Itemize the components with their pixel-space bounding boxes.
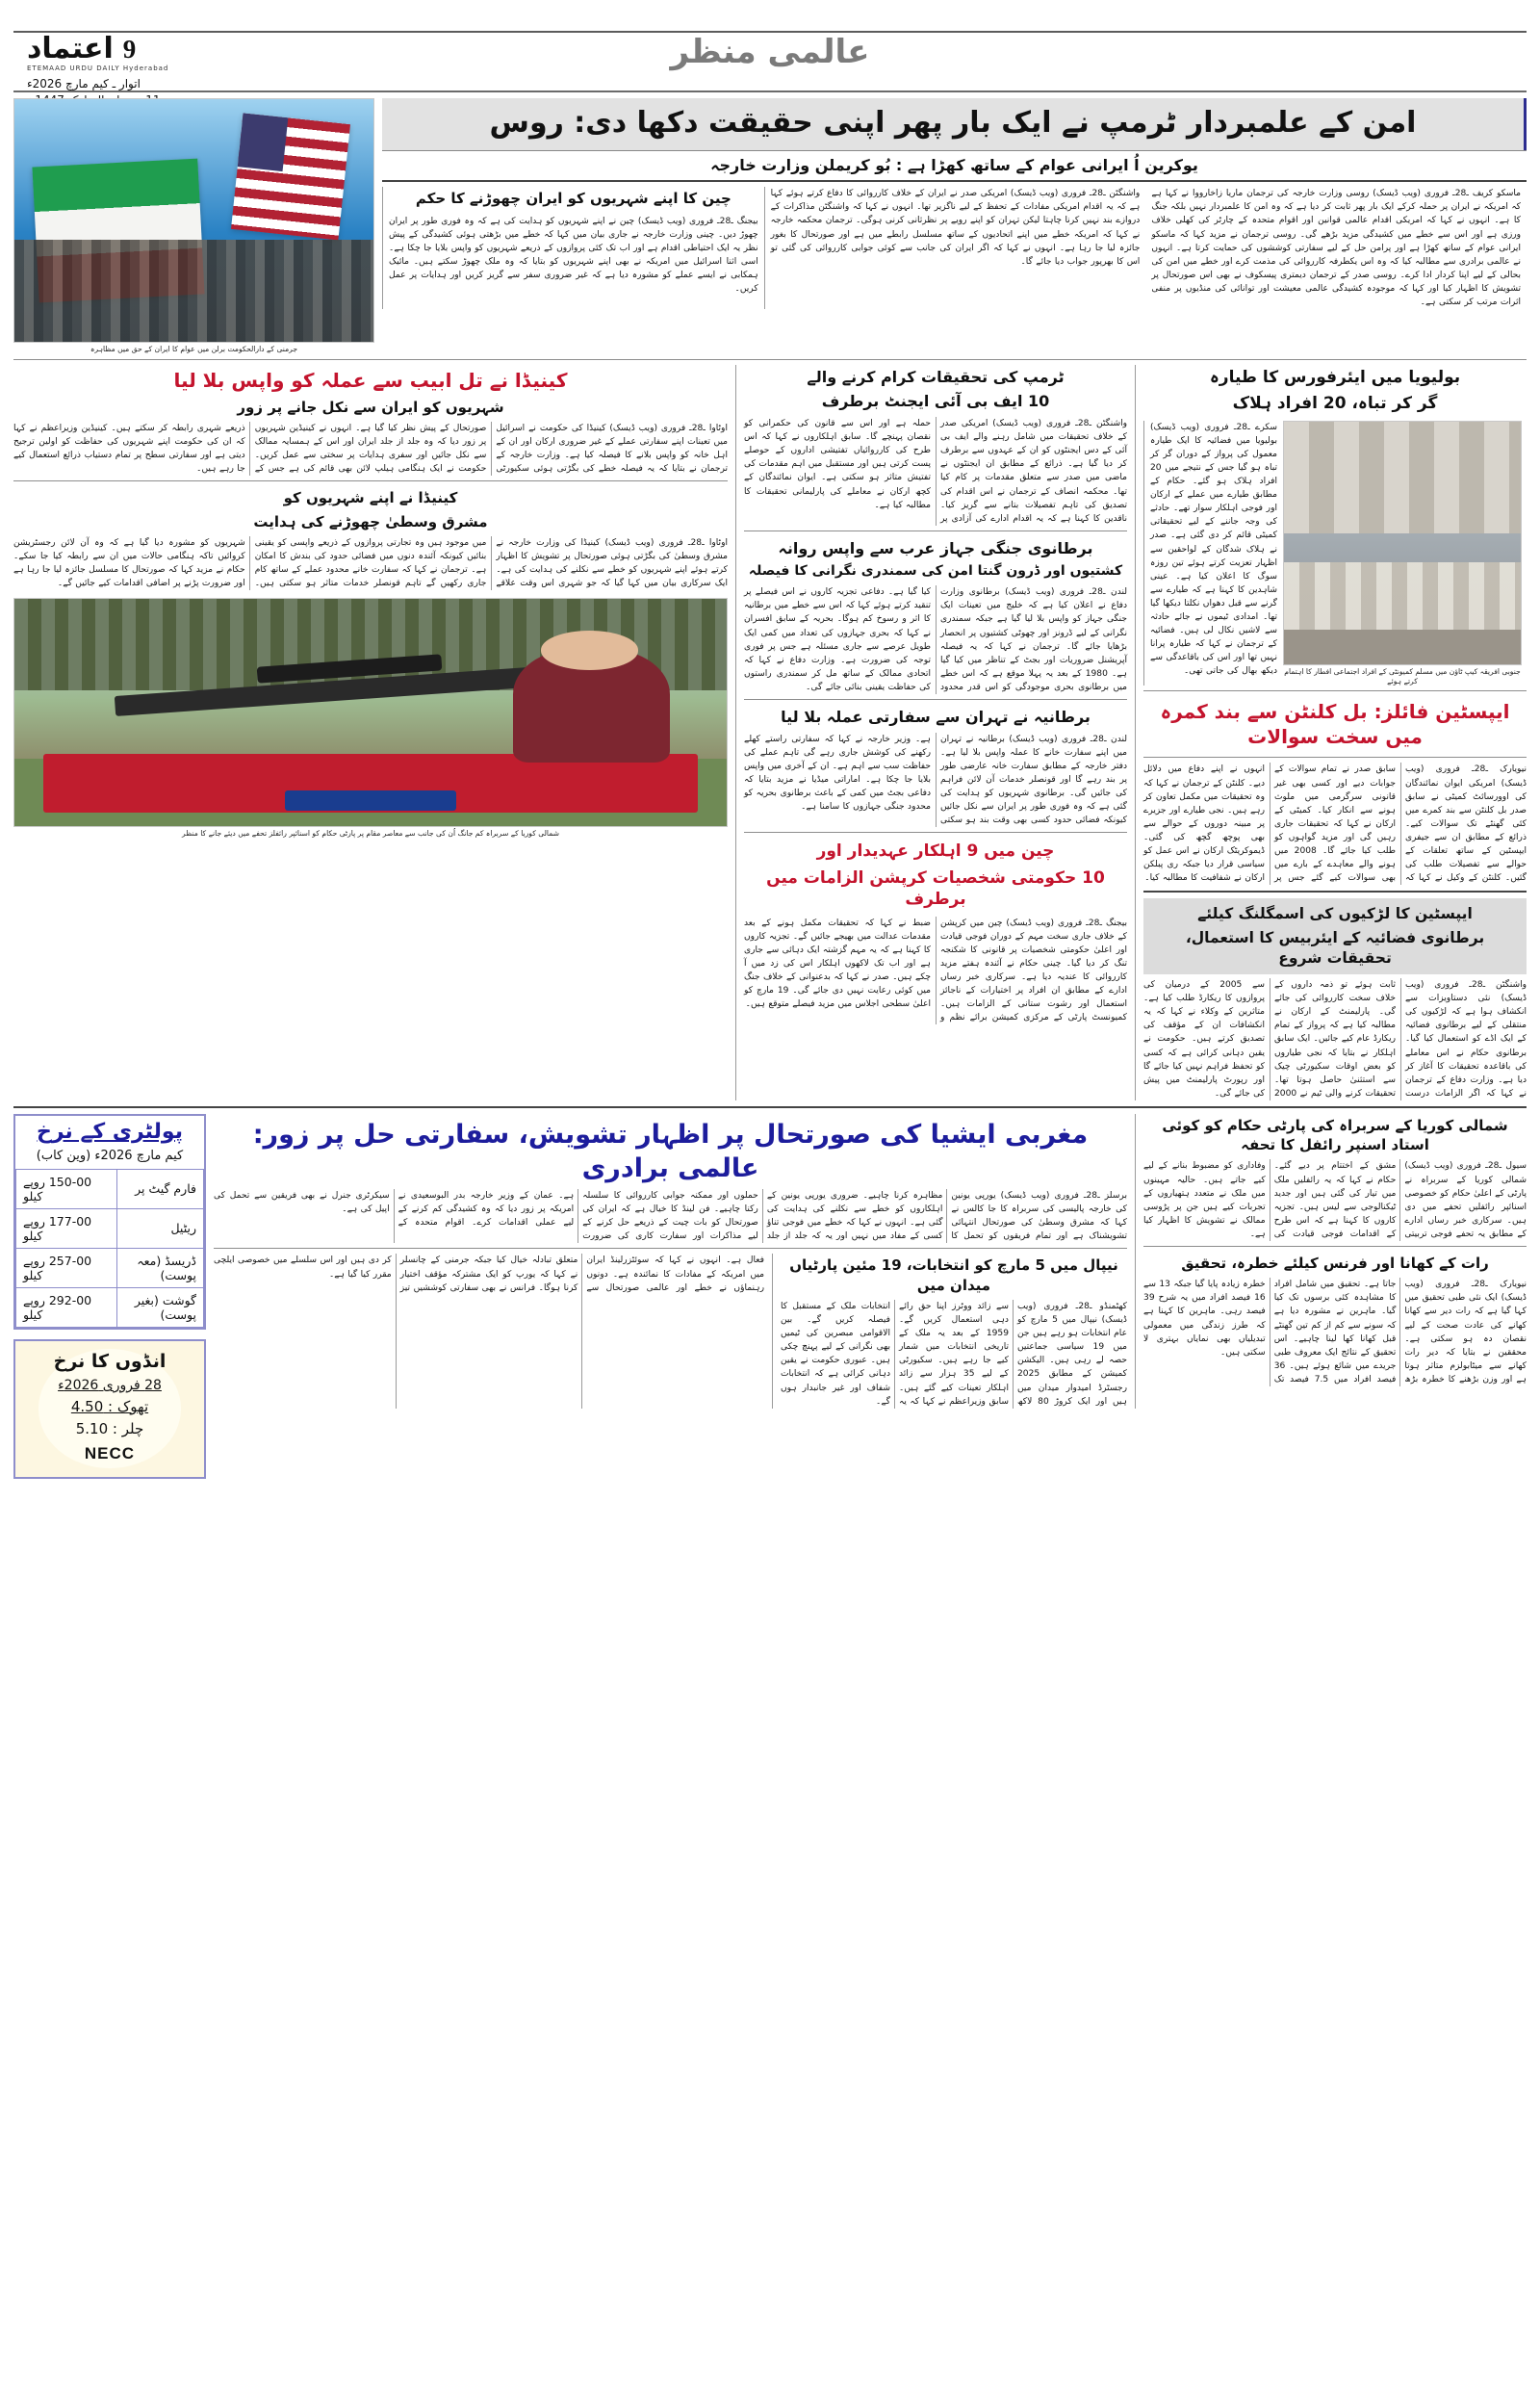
lead-subheadline: یوکرین اُ ایرانی عوام کے ساتھ کھڑا ہے : بُو کریملن وزارت خارجہ — [382, 150, 1527, 183]
lead-col-1: ماسکو کریف ـ28ـ فروری (ویب ڈیسک) روسی وزارت خارجہ کی ترجمان ماریا زاخارووا نے کہا ہے کہ امریکہ نے ایران پر حملہ کرکے ایک بار پھر ثابت کر دیا ہے کہ وہ امن کا علمبردار نہیں بلکہ جنگ کا ہے۔ انہوں نے کہا کہ امریکی اقدام عالمی قوانین اور اقوام متحدہ کے چارٹر کی کھلی خلاف ورزی ہے اور اس سے خطے میں کشیدگی مزید بڑھے گی۔ روسی ترجمان نے مزید کہا کہ ماسکو ایرانی عوام کے ساتھ کھڑا ہے اور پرامن حل کے لیے سفارتی کوششوں کی حمایت کرتا ہے۔ انہوں نے عالمی برادری سے مطالبہ کیا کہ وہ اس یکطرفہ کارروائی کی مذمت کرے اور خطے میں امن کی بحالی کے لیے اپنا کردار ادا کرے۔ روسی صدر کے ترجمان دیمتری پیسکوف نے بھی اس صورتحال پر تشویش کا اظہار کیا اور کہا کہ موجودہ کشیدگی عالمی معیشت اور توانائی کی منڈیوں پر منفی اثرات مرتب کر سکتی ہے۔ — [1151, 189, 1522, 308]
poultry-label-3: گوشت (بغیر پوست) — [117, 1287, 204, 1327]
poultry-rates-box — [13, 1114, 206, 1330]
divider-2 — [1143, 690, 1527, 691]
china-citizens-body: بیجنگ ـ28ـ فروری (ویب ڈیسک) چین نے اپنے شہریوں کو ہدایت کی ہے کہ وہ فوری طور پر ایران چھوڑ دیں۔ چینی وزارت خارجہ نے جاری بیان میں کہا کہ خطے میں بڑھتی ہوئی کشیدگی کے پیش نظر یہ ایک احتیاطی اقدام ہے اور اب تک کئی پروازوں کے ذریعے شہریوں کو واپس بلایا جا چکا ہے۔ اسی اثنا اسرائیل میں امریکہ نے بھی اپنے شہریوں کو بتایا کہ وہ ملک چھوڑ سکتے ہیں۔ مائیک ہمکابی نے ایسے عملے کو مشورہ دیا ہے کہ غیر ضروری سفر سے گریز کریں اور ہدایات پر عمل کریں۔ — [388, 216, 758, 295]
divider-9 — [13, 1106, 1527, 1108]
china-officials-body: بیجنگ ـ28ـ فروری (ویب ڈیسک) چین میں کرپشن کے خلاف جاری سخت مہم کے دوران فوجی قیادت اور اعلیٰ حکومتی شخصیات پر قانونی کا شکنجہ تنگ کر دیا گیا۔ چینی حکام نے آئندہ ہفتے مزید کارروائی کا عندیہ دیا ہے۔ سرکاری خبر رساں ادارے کے مطابق ان افراد پر اختیارات کے ناجائز استعمال اور رشوت ستانی کے الزامات ہیں۔ کمیونسٹ پارٹی کے مرکزی کمیشن برائے نظم و ضبط نے کہا کہ تحقیقات مکمل ہونے کے بعد مقدمات عدالت میں بھیجے جائیں گے۔ تجزیہ کاروں کا کہنا ہے کہ یہ مہم گزشتہ ایک دہائی سے جاری ہے اور اب تک لاکھوں اہلکار اس کی زد میں آ چکے ہیں۔ صدر نے کہا کہ بدعنوانی کے خلاف جنگ میں کوئی رعایت نہیں دی جائے گی۔ 19 مارچ کو اعلیٰ سطحی اجلاس میں مزید فیصلے متوقع ہیں۔ — [744, 918, 1127, 1023]
vertical-rule-1 — [1135, 365, 1136, 1100]
center-column-group — [744, 365, 1127, 1024]
poultry-value-3: 292-00 روپے کیلو — [16, 1287, 117, 1327]
nepal-headline: نیپال میں 5 مارچ کو انتخابات، 19 مئین پارٹیاں میدان میں — [789, 1256, 1118, 1294]
north-korea-headline: شمالی کوریا کے سربراہ کی پارٹی حکام کو کوئی استاد اسنپر رائفل کا تحفہ — [1162, 1116, 1508, 1154]
trafficking-banner — [1143, 898, 1527, 974]
nepal-block — [781, 1254, 1127, 1408]
photo-caption-2: جنوبی افریقہ کیپ ٹاؤن میں مسلم کمیونٹی کے افراد اجتماعی افطار کا اہتمام کرتے ہوئے — [1284, 666, 1521, 686]
canada-body: اوٹاوا ـ28ـ فروری (ویب ڈیسک) کینیڈا کی حکومت نے اسرائیل میں تعینات اپنے سفارتی عملے کے غیر ضروری ارکان اور ان کے اہل خانہ کو واپس بلانے کا فیصلہ کیا ہے۔ وزارت خارجہ کے ترجمان نے بتایا کہ یہ فیصلہ خطے کی بگڑتی ہوئی سکیورٹی صورتحال کے پیش نظر کیا گیا ہے۔ انہوں نے کینیڈین شہریوں پر زور دیا کہ وہ جلد از جلد ایران اور اس کے ہمسایہ ممالک سے نکل جائیں اور سفری ہدایات پر سختی سے عمل کریں۔ حکومت نے ایک ہنگامی ہیلپ لائن بھی قائم کی ہے جس کے ذریعے شہری رابطہ کر سکتے ہیں۔ کینیڈین وزیراعظم نے کہا کہ ان کی حکومت اپنے شہریوں کی حفاظت کو اولین ترجیح دیتی ہے اور سفارتی سطح پر تمام دستیاب ذرائع استعمال کیے جا رہے ہیں۔ — [13, 424, 728, 475]
divider-1 — [13, 359, 1527, 360]
table-row — [16, 1208, 204, 1248]
header-divider — [13, 91, 1527, 92]
bolivia-body: سکرے ـ28ـ فروری (ویب ڈیسک) بولیویا میں فضائیہ کا ایک طیارہ معمول کی پرواز کے دوران گر کر تباہ ہو گیا جس کے نتیجے میں 20 افراد ہلاک ہو گئے۔ حکام کے مطابق طیارے میں عملے کے ارکان اور فوجی اہلکار سوار تھے۔ حادثے کی وجہ جاننے کے لیے تحقیقاتی کمیٹی قائم کر دی گئی ہے۔ صدر نے ہلاک شدگان کے لواحقین سے اظہار تعزیت کرتے ہوئے تین روزہ سوگ کا اعلان کیا ہے۔ عینی شاہدین کا کہنا ہے کہ طیارے سے گرنے سے قبل دھواں نکلتا دیکھا گیا تھا۔ امدادی ٹیموں نے جائے حادثہ سے لاشیں نکال لی ہیں۔ فضائیہ کے ترجمان نے کہا کہ طیارہ پرانا نہیں تھا اور اس کی باقاعدگی سے دیکھ بھال کی جاتی تھی۔ — [1143, 421, 1283, 686]
trafficking-body: واشنگٹن ـ28ـ فروری (ویب ڈیسک) نئی دستاویزات سے انکشاف ہوا ہے کہ لڑکیوں کی منتقلی کے لیے برطانوی فضائیہ کے ایک اڈے کو استعمال کیا گیا۔ برطانوی حکام نے اس معاملے کی باقاعدہ تحقیقات کا آغاز کر دیا ہے۔ وزارت دفاع کے ترجمان نے کہا کہ اگر الزامات درست ثابت ہوئے تو ذمہ داروں کے خلاف سخت کارروائی کی جائے گی۔ پارلیمنٹ کے ارکان نے مطالبہ کیا ہے کہ پرواز کے تمام ریکارڈ عام کیے جائیں۔ ایک سابق اہلکار نے بتایا کہ نجی طیاروں کو بعض اوقات سکیورٹی چیک سے استثنیٰ حاصل ہوتا تھا۔ تحقیقات کرنے والی ٹیم نے 2000 سے 2005 کے درمیان کی پروازوں کا ریکارڈ طلب کیا ہے۔ متاثرین کے وکلاء نے کہا کہ یہ انکشافات ان کے مؤقف کی تصدیق کرتے ہیں۔ حکومت نے یقین دہانی کرائی ہے کہ کسی کو تحفظ فراہم نہیں کیا جائے گا اور رپورٹ پارلیمنٹ میں پیش کی جائے گی۔ — [1143, 980, 1527, 1099]
epstein-headline: ایپسٹین فائلز: بل کلنٹن سے بند کمرہ میں سخت سوالات — [1160, 700, 1510, 749]
lead-story — [382, 98, 1527, 354]
poultry-value-1: 177-00 روپے کیلو — [16, 1208, 117, 1248]
vertical-rule-4 — [772, 1254, 773, 1408]
bolivia-headline: بولیویا میں ایئرفورس کا طیارہ — [1209, 367, 1461, 387]
egg-title: انڈوں کا نرخ — [53, 1350, 167, 1372]
page-number: 9 — [122, 35, 137, 64]
divider-11 — [214, 1248, 1127, 1249]
divider-8 — [13, 480, 728, 481]
uk-carrier-body: لندن ـ28ـ فروری (ویب ڈیسک) برطانوی وزارت دفاع نے اعلان کیا ہے کہ خلیج میں تعینات ایک جنگی جہاز کو واپس بلا لیا گیا ہے جبکہ سمندری نگرانی کے لیے ڈرونز اور چھوٹی کشتیوں پر انحصار بڑھایا جائے گا۔ ترجمان نے کہا کہ یہ فیصلہ آپریشنل ضروریات اور بجٹ کے تناظر میں کیا گیا ہے۔ 1980 کے بعد یہ پہلا موقع ہے کہ اس خطے میں برطانوی بحری موجودگی کو اس قدر محدود کیا گیا ہے۔ دفاعی تجزیہ کاروں نے اس فیصلے پر تنقید کرتے ہوئے کہا کہ اس سے خطے میں برطانیہ کا اثر و رسوخ کم ہوگا۔ بحریہ کے سابق افسران نے کہا کہ بحری جہازوں کی تعداد میں کمی ایک طویل عرصے سے جاری مسئلہ ہے جس پر فوری توجہ کی ضرورت ہے۔ وزارت دفاع نے کہا کہ اتحادی ممالک کے ساتھ مل کر سمندری راستوں کی حفاظت یقینی بنائی جائے گی۔ — [744, 587, 1127, 692]
trump-probe-subheadline: 10 ایف بی آئی ایجنٹ برطرف — [821, 392, 1050, 411]
table-row — [16, 1248, 204, 1287]
canada-body-2: اوٹاوا ـ28ـ فروری (ویب ڈیسک) کینیڈا کی وزارت خارجہ نے مشرق وسطیٰ کی بگڑتی ہوئی صورتحال پر تشویش کا اظہار کرتے ہوئے اپنے شہریوں کو خطے سے نکلنے کی ہدایت کی ہے۔ ایک سرکاری بیان میں کہا گیا کہ جو شہری اس وقت علاقے میں موجود ہیں وہ تجارتی پروازوں کے ذریعے واپسی کو یقینی بنائیں کیونکہ آئندہ دنوں میں فضائی حدود کی بندش کا امکان ہے۔ ترجمان نے کہا کہ سفارت خانے محدود عملے کے ساتھ کام جاری رکھیں گے تاہم قونصلر خدمات متاثر ہو سکتی ہیں۔ شہریوں کو مشورہ دیا گیا ہے کہ وہ آن لائن رجسٹریشن کروائیں تاکہ ہنگامی حالات میں ان سے رابطہ کیا جا سکے۔ حکام نے مزید کہا کہ صورتحال کا مسلسل جائزہ لیا جا رہا ہے اور ضرورت پڑنے پر اضافی اقدامات کیے جائیں گے۔ — [13, 537, 728, 589]
iftar-photo — [1283, 421, 1522, 665]
west-asia-body-2: فعال ہے۔ انہوں نے کہا کہ سوئٹزرلینڈ ایران میں امریکہ کے مفادات کا نمائندہ ہے۔ دونوں رہنماؤں نے خطے اور عالمی صورتحال سے متعلق تبادلہ خیال کیا جبکہ جرمنی کے چانسلر نے کہا کہ یورپ کو ایک مشترکہ مؤقف اختیار کرنا ہوگا۔ فرانس نے بھی سفارتی کوششیں تیز کر دی ہیں اور اس سلسلے میں خصوصی ایلچی مقرر کیا گیا ہے۔ — [214, 1255, 764, 1293]
lead-columns — [382, 187, 1527, 309]
banner-logo — [285, 790, 456, 811]
vertical-rule-2 — [735, 365, 736, 1100]
bolivia-subheadline: گر کر تباہ، 20 افراد ہلاک — [1232, 393, 1438, 413]
epstein-body: نیویارک ـ28ـ فروری (ویب ڈیسک) امریکی ایوان نمائندگان کی اوورسائٹ کمیٹی نے سابق صدر بل کلنٹن سے بند کمرے میں کئی گھنٹے تک سوالات کیے۔ ذرائع کے مطابق ان سے جیفری ایپسٹین کے ساتھ تعلقات کے حوالے سے تفصیلات طلب کی گئیں۔ کلنٹن کے وکیل نے کہا کہ سابق صدر نے تمام سوالات کے جوابات دیے اور کسی بھی غیر قانونی سرگرمی میں ملوث ہونے سے انکار کیا۔ کمیٹی کے ارکان نے کہا کہ تحقیقات جاری رہیں گی اور مزید گواہوں کو طلب کیا جائے گا۔ 2008 میں ہونے والے معاہدے کے بارے میں بھی سوالات کیے گئے جس پر انہوں نے اپنے دفاع میں دلائل دیے۔ کلنٹن کے ترجمان نے کہا کہ وہ تحقیقات میں مکمل تعاون کر رہے ہیں۔ نجی طیارے اور جزیرے پر مبینہ دوروں کے حوالے سے بھی پوچھ گچھ کی گئی۔ ڈیموکریٹک ارکان نے اس عمل کو سیاسی قرار دیا جبکہ ری پبلکن ارکان نے شفافیت کا مطالبہ کیا۔ — [1143, 764, 1527, 884]
right-column-group — [1143, 365, 1527, 1100]
canada-subheadline-2: مشرق وسطیٰ چھوڑنے کی ہدایت — [253, 512, 488, 531]
late-dinner-body: نیویارک ـ28ـ فروری (ویب ڈیسک) ایک نئی طبی تحقیق میں کہا گیا ہے کہ رات دیر سے کھانا کھانے کی عادت صحت کے لیے نقصان دہ ہو سکتی ہے۔ محققین نے بتایا کہ دیر رات کھانے سے میٹابولزم متاثر ہوتا ہے اور وزن بڑھنے کا خطرہ بڑھ جاتا ہے۔ تحقیق میں شامل افراد کا مشاہدہ کئی برسوں تک کیا گیا۔ ماہرین نے مشورہ دیا ہے کہ سونے سے کم از کم تین گھنٹے قبل کھانا کھا لینا چاہیے۔ اس تحقیق کے نتائج ایک معروف طبی جریدے میں شائع ہوئے ہیں۔ 36 فیصد افراد میں 7.5 فیصد تک خطرہ زیادہ پایا گیا جبکہ 13 سے 16 فیصد افراد میں یہ شرح 39 فیصد رہی۔ ماہرین کا کہنا ہے کہ طرز زندگی میں معمولی تبدیلیاں بھی نمایاں بہتری لا سکتی ہیں۔ — [1143, 1280, 1527, 1385]
paper-name: اعتماد — [27, 32, 114, 65]
usa-flag — [231, 114, 350, 241]
egg-rates-box — [13, 1339, 206, 1479]
trafficking-subheadline: برطانوی فضائیہ کے ایئربیس کا استعمال، تحقیقات شروع — [1185, 929, 1485, 968]
poultry-value-0: 150-00 روپے کیلو — [16, 1169, 117, 1208]
canada-column-group — [13, 365, 728, 839]
egg-wholesale: تھوک : 4.50 — [70, 1397, 149, 1415]
divider-3 — [1143, 757, 1527, 758]
gregorian-date: اتوار ـ کیم مارچ 2026ء — [27, 77, 141, 91]
poultry-value-2: 257-00 روپے کیلو — [16, 1248, 117, 1287]
egg-date: 28 فروری 2026ء — [58, 1377, 162, 1393]
uk-embassy-headline: برطانیہ نے تہران سے سفارتی عملہ بلا لیا — [781, 708, 1091, 727]
top-block — [13, 98, 1527, 354]
uk-carrier-headline: برطانوی جنگی جہاز عرب سے واپس روانہ — [778, 538, 1093, 557]
canada-headline-2: کینیڈا نے اپنے شہریوں کو — [283, 489, 458, 507]
west-asia-headline: مغربی ایشیا کی صورتحال پر اظہار تشویش، سفارتی حل پر زور: عالمی برادری — [252, 1119, 1089, 1183]
iftar-photo-block — [1283, 421, 1527, 686]
paper-logo-subtext: ETEMAAD URDU DAILY Hyderabad — [27, 65, 169, 72]
trump-probe-body: واشنگٹن ـ28ـ فروری (ویب ڈیسک) امریکی صدر کے خلاف تحقیقات میں شامل رہنے والے ایف بی آئی کے دس ایجنٹوں کو ان کے عہدوں سے برطرف کر دیا گیا ہے۔ ذرائع کے مطابق ان ایجنٹوں نے ماضی میں صدر سے متعلق مقدمات پر کام کیا تھا۔ محکمہ انصاف کے ترجمان نے اس اقدام کی تصدیق کی تاہم تفصیلات بتانے سے گریز کیا۔ ناقدین کا کہنا ہے کہ یہ اقدام ادارے کی آزادی پر حملہ ہے اور اس سے قانون کی حکمرانی کو نقصان پہنچے گا۔ سابق اہلکاروں نے کہا کہ اس طرح کی کارروائیاں تفتیشی اداروں کے حوصلے پست کرتی ہیں اور مستقبل میں اہم مقدمات کی تفتیش متاثر ہو سکتی ہے۔ ایوان نمائندگان کے کچھ ارکان نے معاملے کی پارلیمانی تحقیقات کا مطالبہ کیا ہے۔ — [744, 419, 1127, 524]
bottom-top-row — [214, 1114, 1527, 1409]
poultry-title: پولٹری کے نرخ — [37, 1119, 183, 1144]
west-asia-block — [214, 1114, 1127, 1409]
uk-carrier-subheadline: کشتیوں اور ڈرون گنتا امن کی سمندری نگرانی کا فیصلہ — [748, 563, 1123, 580]
divider-7 — [744, 832, 1127, 833]
china-officials-subheadline: 10 حکومتی شخصیات کرپشن الزامات میں برطرف — [766, 868, 1105, 910]
buildings — [1284, 422, 1521, 533]
egg-inner — [21, 1351, 198, 1463]
poultry-label-0: فارم گیٹ پر — [117, 1169, 204, 1208]
canada-headline: کینیڈا نے تل ابیب سے عملہ کو واپس بلا لیا — [173, 368, 568, 392]
trump-probe-headline: ٹرمپ کی تحقیقات کرام کرنے والے — [807, 367, 1065, 386]
poultry-label-2: ڈریسڈ (معہ پوست) — [117, 1248, 204, 1287]
ground — [1284, 630, 1521, 663]
north-korea-block — [1143, 1114, 1527, 1409]
china-citizens-headline: چین کا اپنے شہریوں کو ایران چھوڑنے کا حکم — [415, 190, 732, 208]
table-row — [16, 1169, 204, 1208]
section-title: عالمی منظر — [670, 33, 870, 71]
poultry-table — [15, 1169, 204, 1328]
late-dinner-headline: رات کے کھانا اور فرنس کیلئے خطرہ، تحقیق — [1181, 1254, 1489, 1272]
poultry-date: کیم مارچ 2026ء (وین کاب) — [36, 1148, 184, 1163]
bottom-stories — [214, 1114, 1527, 1409]
crowd — [14, 240, 373, 342]
protest-photo — [13, 98, 374, 343]
lead-photo-block — [13, 98, 374, 354]
nepal-row — [214, 1254, 1127, 1408]
photo-caption-1: جرمنی کے دارالحکومت برلن میں عوام کا ایران کے حق میں مظاہرہ — [90, 345, 298, 353]
shooter — [513, 649, 670, 763]
lead-headline: امن کے علمبردار ٹرمپ نے ایک بار پھر اپنی حقیقت دکھا دی: روس — [382, 98, 1527, 150]
lead-col-3 — [382, 187, 764, 309]
tents — [1284, 562, 1521, 635]
divider-10 — [1143, 1246, 1527, 1247]
trafficking-headline: ایپسٹین کا لڑکیوں کی اسمگلنگ کیلئے — [1197, 905, 1473, 923]
bolivia-row — [1143, 421, 1527, 686]
divider-4 — [1143, 891, 1527, 893]
egg-source: NECC — [84, 1443, 136, 1462]
masthead — [13, 0, 1527, 89]
west-asia-body: برسلز ـ28ـ فروری (ویب ڈیسک) یورپی یونین کی خارجہ پالیسی کی سربراہ کا جا کالس نے کہا کہ مشرق وسطیٰ کی صورتحال انتہائی تشویشناک ہے اور تمام فریقوں کو تحمل کا مظاہرہ کرنا چاہیے۔ ضروری یورپی یونین کے اہلکاروں کو خطے سے نکلنے کی ہدایت کی گئی ہے۔ انہوں نے کہا کہ خطے میں فوجی تناؤ کسی کے مفاد میں نہیں اور یہ کہ جلد از جلد حملوں اور ممکنہ جوابی کارروائی کا سلسلہ رکنا چاہیے۔ فن لینڈ کا خیال ہے کہ ایران کی صورتحال کو بات چیت کے ذریعے حل کرنے کے لیے مذاکرات اور سفارت کاری کی ضرورت ہے۔ عمان کے وزیر خارجہ بدر البوسعیدی نے امریکہ پر زور دیا کہ وہ کشیدگی کم کرنے کے لیے عملی اقدامات کرے۔ اقوام متحدہ کے سیکرٹری جنرل نے بھی فریقین سے تحمل کی اپیل کی ہے۔ — [214, 1191, 1127, 1242]
nepal-body: کھٹمنڈو ـ28ـ فروری (ویب ڈیسک) نیپال میں 5 مارچ کو عام انتخابات ہو رہے ہیں جن میں 19 سیاسی جماعتیں حصہ لے رہی ہیں۔ الیکشن کمیشن کے مطابق 2025 رجسٹرڈ امیدوار میدان میں ہیں اور ایک کروڑ 80 لاکھ سے زائد ووٹرز اپنا حق رائے دہی استعمال کریں گے۔ 1959 کے بعد یہ ملک کے تاریخی انتخابات میں شمار کیے جا رہے ہیں۔ سکیورٹی کے لیے 35 ہزار سے زائد اہلکار تعینات کیے گئے ہیں۔ سابق وزیراعظم نے کہا کہ یہ انتخابات ملک کے مستقبل کا فیصلہ کریں گے۔ بین الاقوامی مبصرین کی ٹیمیں بھی نگرانی کے لیے پہنچ چکی ہیں۔ عبوری حکومت نے یقین دہانی کرائی ہے کہ انتخابات شفاف اور غیر جانبدار ہوں گے۔ — [781, 1301, 1127, 1407]
middle-block — [13, 365, 1527, 1100]
rates-column — [13, 1114, 206, 1479]
vertical-rule-3 — [1135, 1114, 1136, 1409]
china-officials-headline: چین میں 9 اہلکار عہدیدار اور — [816, 841, 1055, 862]
bottom-block — [13, 1114, 1527, 1479]
north-korea-body: سیول ـ28ـ فروری (ویب ڈیسک) شمالی کوریا کے سربراہ نے پارٹی کے اعلیٰ حکام کو خصوصی اسنائپر رائفلیں تحفے میں دی ہیں۔ سرکاری خبر رساں ادارے کے مطابق یہ تحفے فوجی تربیتی مشق کے اختتام پر دیے گئے۔ حکام نے کہا کہ یہ رائفلیں ملک میں تیار کی گئی ہیں اور جدید ٹیکنالوجی سے لیس ہیں۔ تجزیہ کاروں کا کہنا ہے کہ اس طرح کے اقدامات فوجی قیادت کی وفاداری کو مضبوط بنانے کے لیے کیے جاتے ہیں۔ حالیہ مہینوں میں ملک نے متعدد ہتھیاروں کے تجربات کیے ہیں جن پر پڑوسی ممالک نے تشویش کا اظہار کیا ہے۔ — [1143, 1161, 1527, 1239]
divider-6 — [744, 699, 1127, 700]
lead-col-2: واشنگٹن ـ28ـ فروری (ویب ڈیسک) امریکی صدر نے ایران کے خلاف کارروائی کا دفاع کرتے ہوئے کہا ہے کہ یہ اقدام امریکی مفادات کے تحفظ کے لیے ناگزیر تھا۔ انہوں نے کہا کہ واشنگٹن مذاکرات کے دروازے بند نہیں کرنا چاہتا لیکن تہران کو اپنے رویے پر نظرثانی کرنی ہوگی۔ ترجمان محکمہ خارجہ نے کہا کہ امریکہ خطے میں اپنے اتحادیوں کے ساتھ مسلسل رابطے میں ہے اور صورتحال کا بغور جائزہ لیا جا رہا ہے۔ انہوں نے کہا کہ اگر ایران کی جانب سے کوئی جوابی کارروائی کی گئی تو اس کا بھرپور جواب دیا جائے گا۔ — [764, 187, 1146, 309]
photo-caption-3: شمالی کوریا کے سربراہ کم جانگ اُن کی جانب سے معاصر مقام پر پارٹی حکام کو اسنائپر رائفلز تحفے میں دیئے جانے کا منظر — [182, 829, 559, 839]
egg-retail: چلر : 5.10 — [75, 1419, 144, 1437]
uk-embassy-body: لندن ـ28ـ فروری (ویب ڈیسک) برطانیہ نے تہران میں اپنے سفارت خانے کا عملہ واپس بلا لیا ہے۔ دفتر خارجہ کے مطابق سفارت خانہ عارضی طور پر بند رہے گا اور قونصلر خدمات آن لائن فراہم کی جائیں گی۔ برطانوی شہریوں کو ہدایت کی گئی ہے کہ وہ فوری طور پر ایران سے نکل جائیں کیونکہ فضائی حدود کسی بھی وقت بند ہو سکتی ہے۔ وزیر خارجہ نے کہا کہ سفارتی راستے کھلے رکھنے کی کوشش جاری رہے گی تاہم عملے کی حفاظت سب سے اہم ہے۔ ان کے آخری میں واپس بلایا جا چکا ہے۔ اماراتی میڈیا نے مزید بتایا کہ دفاعی بجٹ میں کمی کے باعث برطانوی بحریہ کو محدود جنگی جہازوں کا سامنا ہے۔ — [744, 734, 1127, 826]
poultry-label-1: ریٹیل — [117, 1208, 204, 1248]
sniper-photo — [13, 598, 728, 827]
canada-subheadline: شہریوں کو ایران سے نکل جانے پر زور — [237, 398, 504, 416]
table-row — [16, 1287, 204, 1327]
